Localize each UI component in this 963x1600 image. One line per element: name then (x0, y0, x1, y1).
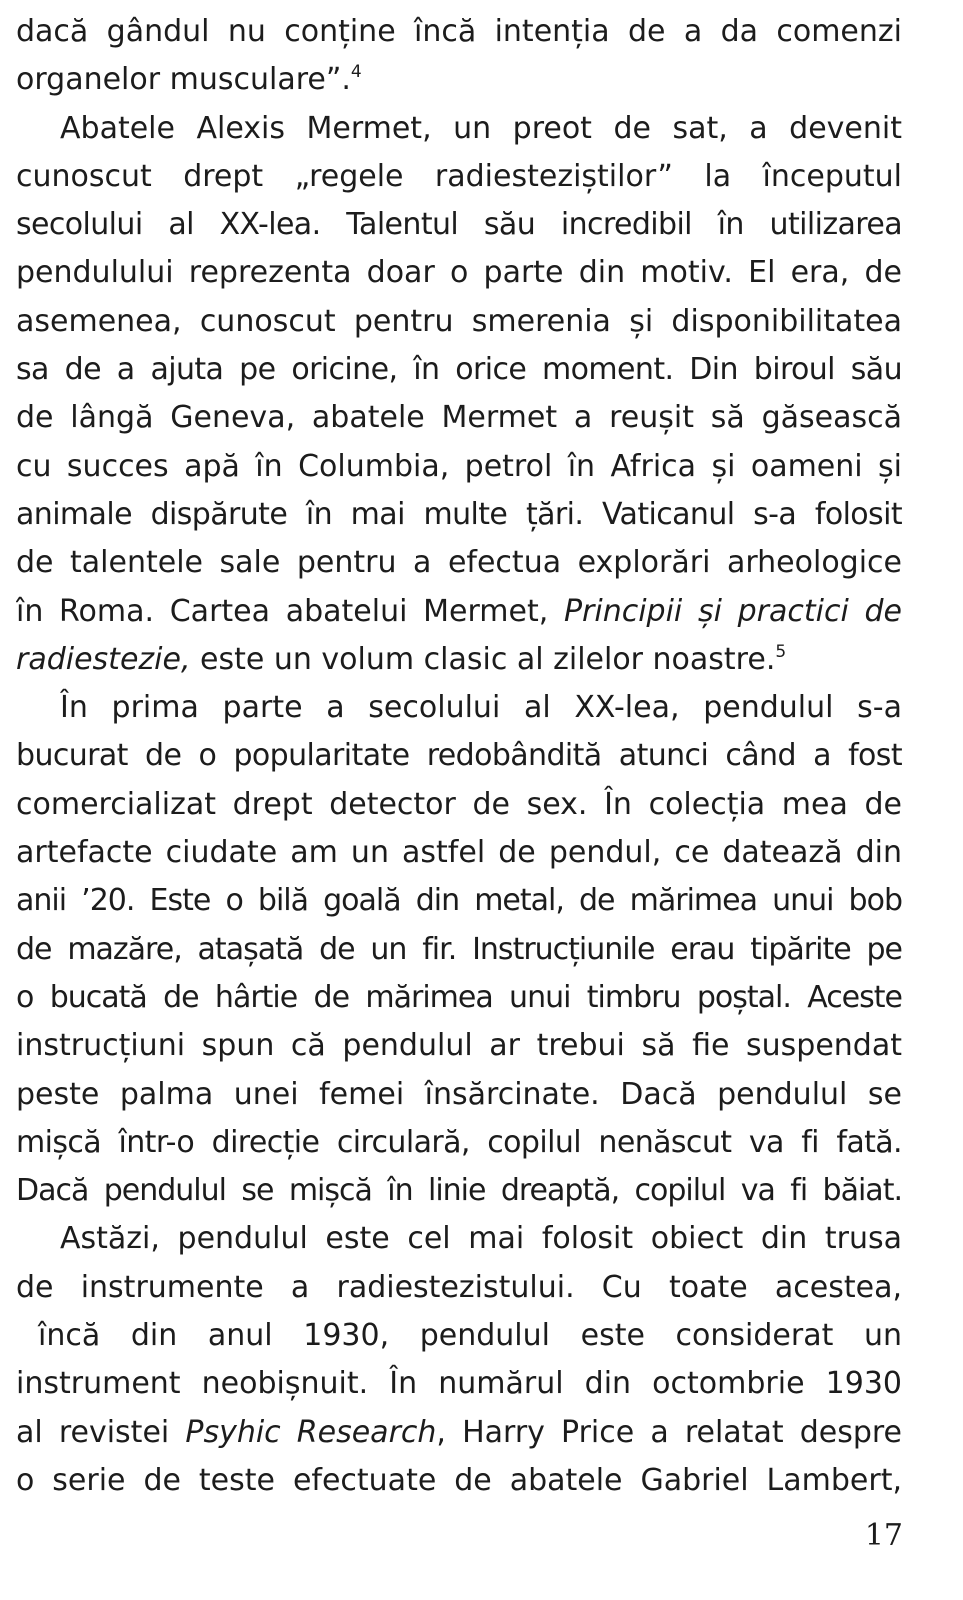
page-number: 17 (864, 1518, 903, 1553)
paragraph-start-line: Abatele Alexis Mermet, un preot de sat, a devenit (60, 110, 902, 146)
footnote-marker: 4 (350, 62, 362, 83)
text-line: de instrumente a radiestezistului. Cu toate acestea, (16, 1269, 902, 1305)
text-line-content: în Roma. Cartea abatelui Mermet, (16, 593, 564, 629)
text-line: Dacă pendulul se mișcă în linie dreaptă, copilul va fi băiat. (16, 1173, 902, 1209)
text-line (16, 588, 902, 636)
text-line: anii ’20. Este o bilă goală din metal, de mărimea unui bob (16, 883, 902, 919)
text-line: asemenea, cunoscut pentru smerenia și disponibilitatea (16, 303, 902, 339)
text-line: mișcă într-o direcție circulară, copilul nenăscut va fi fată. (16, 1124, 902, 1160)
text-line: instrucțiuni spun că pendulul ar trebui să fie suspendat (16, 1028, 902, 1064)
text-line: cunoscut drept „regele radiesteziștilor” la începutul (16, 158, 902, 194)
text-line-content: , Harry Price a relatat despre (436, 1414, 902, 1450)
text-line: de talentele sale pentru a efectua explorări arheologice (16, 545, 902, 581)
footnote-marker: 5 (775, 641, 787, 662)
text-line: animale dispărute în mai multe țări. Vaticanul s-a folosit (16, 496, 902, 532)
text-line: pendulului reprezenta doar o parte din motiv. El era, de (16, 255, 902, 291)
text-line (16, 1409, 902, 1457)
text-line: secolului al XX-lea. Talentul său incredibil în utilizarea (16, 207, 902, 243)
journal-title-italic: Psyhic Research (185, 1414, 437, 1450)
text-line (16, 56, 902, 104)
text-line: instrument neobișnuit. În numărul din octombrie 1930 (16, 1366, 902, 1402)
text-line: o bucată de hârtie de mărimea unui timbru poștal. Aceste (16, 979, 902, 1015)
paragraph-start-line: În prima parte a secolului al XX-lea, pendulul s-a (60, 690, 902, 726)
text-line: încă din anul 1930, pendulul este considerat un (38, 1318, 902, 1354)
text-line (16, 636, 902, 684)
text-line: o serie de teste efectuate de abatele Gabriel Lambert, (16, 1462, 902, 1498)
book-title-italic: Principii și practici de (563, 593, 902, 629)
text-line: peste palma unei femei însărcinate. Dacă pendulul se (16, 1076, 902, 1112)
book-page-text (16, 8, 902, 1505)
book-title-italic: radiestezie, (16, 641, 191, 677)
text-line: de lângă Geneva, abatele Mermet a reușit să găsească (16, 400, 902, 436)
text-line: comercializat drept detector de sex. În colecția mea de (16, 786, 902, 822)
text-line: sa de a ajuta pe oricine, în orice moment. Din biroul său (16, 352, 902, 388)
text-line: dacă gândul nu conține încă intenția de a da comenzi (16, 14, 902, 49)
text-line-content: este un volum clasic al zilelor noastre. (190, 641, 776, 677)
text-line: de mazăre, atașată de un fir. Instrucțiunile erau tipărite pe (16, 931, 902, 967)
text-line: artefacte ciudate am un astfel de pendul, ce datează din (16, 835, 902, 871)
text-line-content: organelor musculare”. (16, 62, 351, 98)
paragraph-start-line: Astăzi, pendulul este cel mai folosit obiect din trusa (60, 1221, 902, 1257)
text-line-content: al revistei (16, 1414, 186, 1450)
text-line: bucurat de o popularitate redobândită atunci când a fost (16, 738, 902, 774)
text-line: cu succes apă în Columbia, petrol în Africa și oameni și (16, 448, 902, 484)
